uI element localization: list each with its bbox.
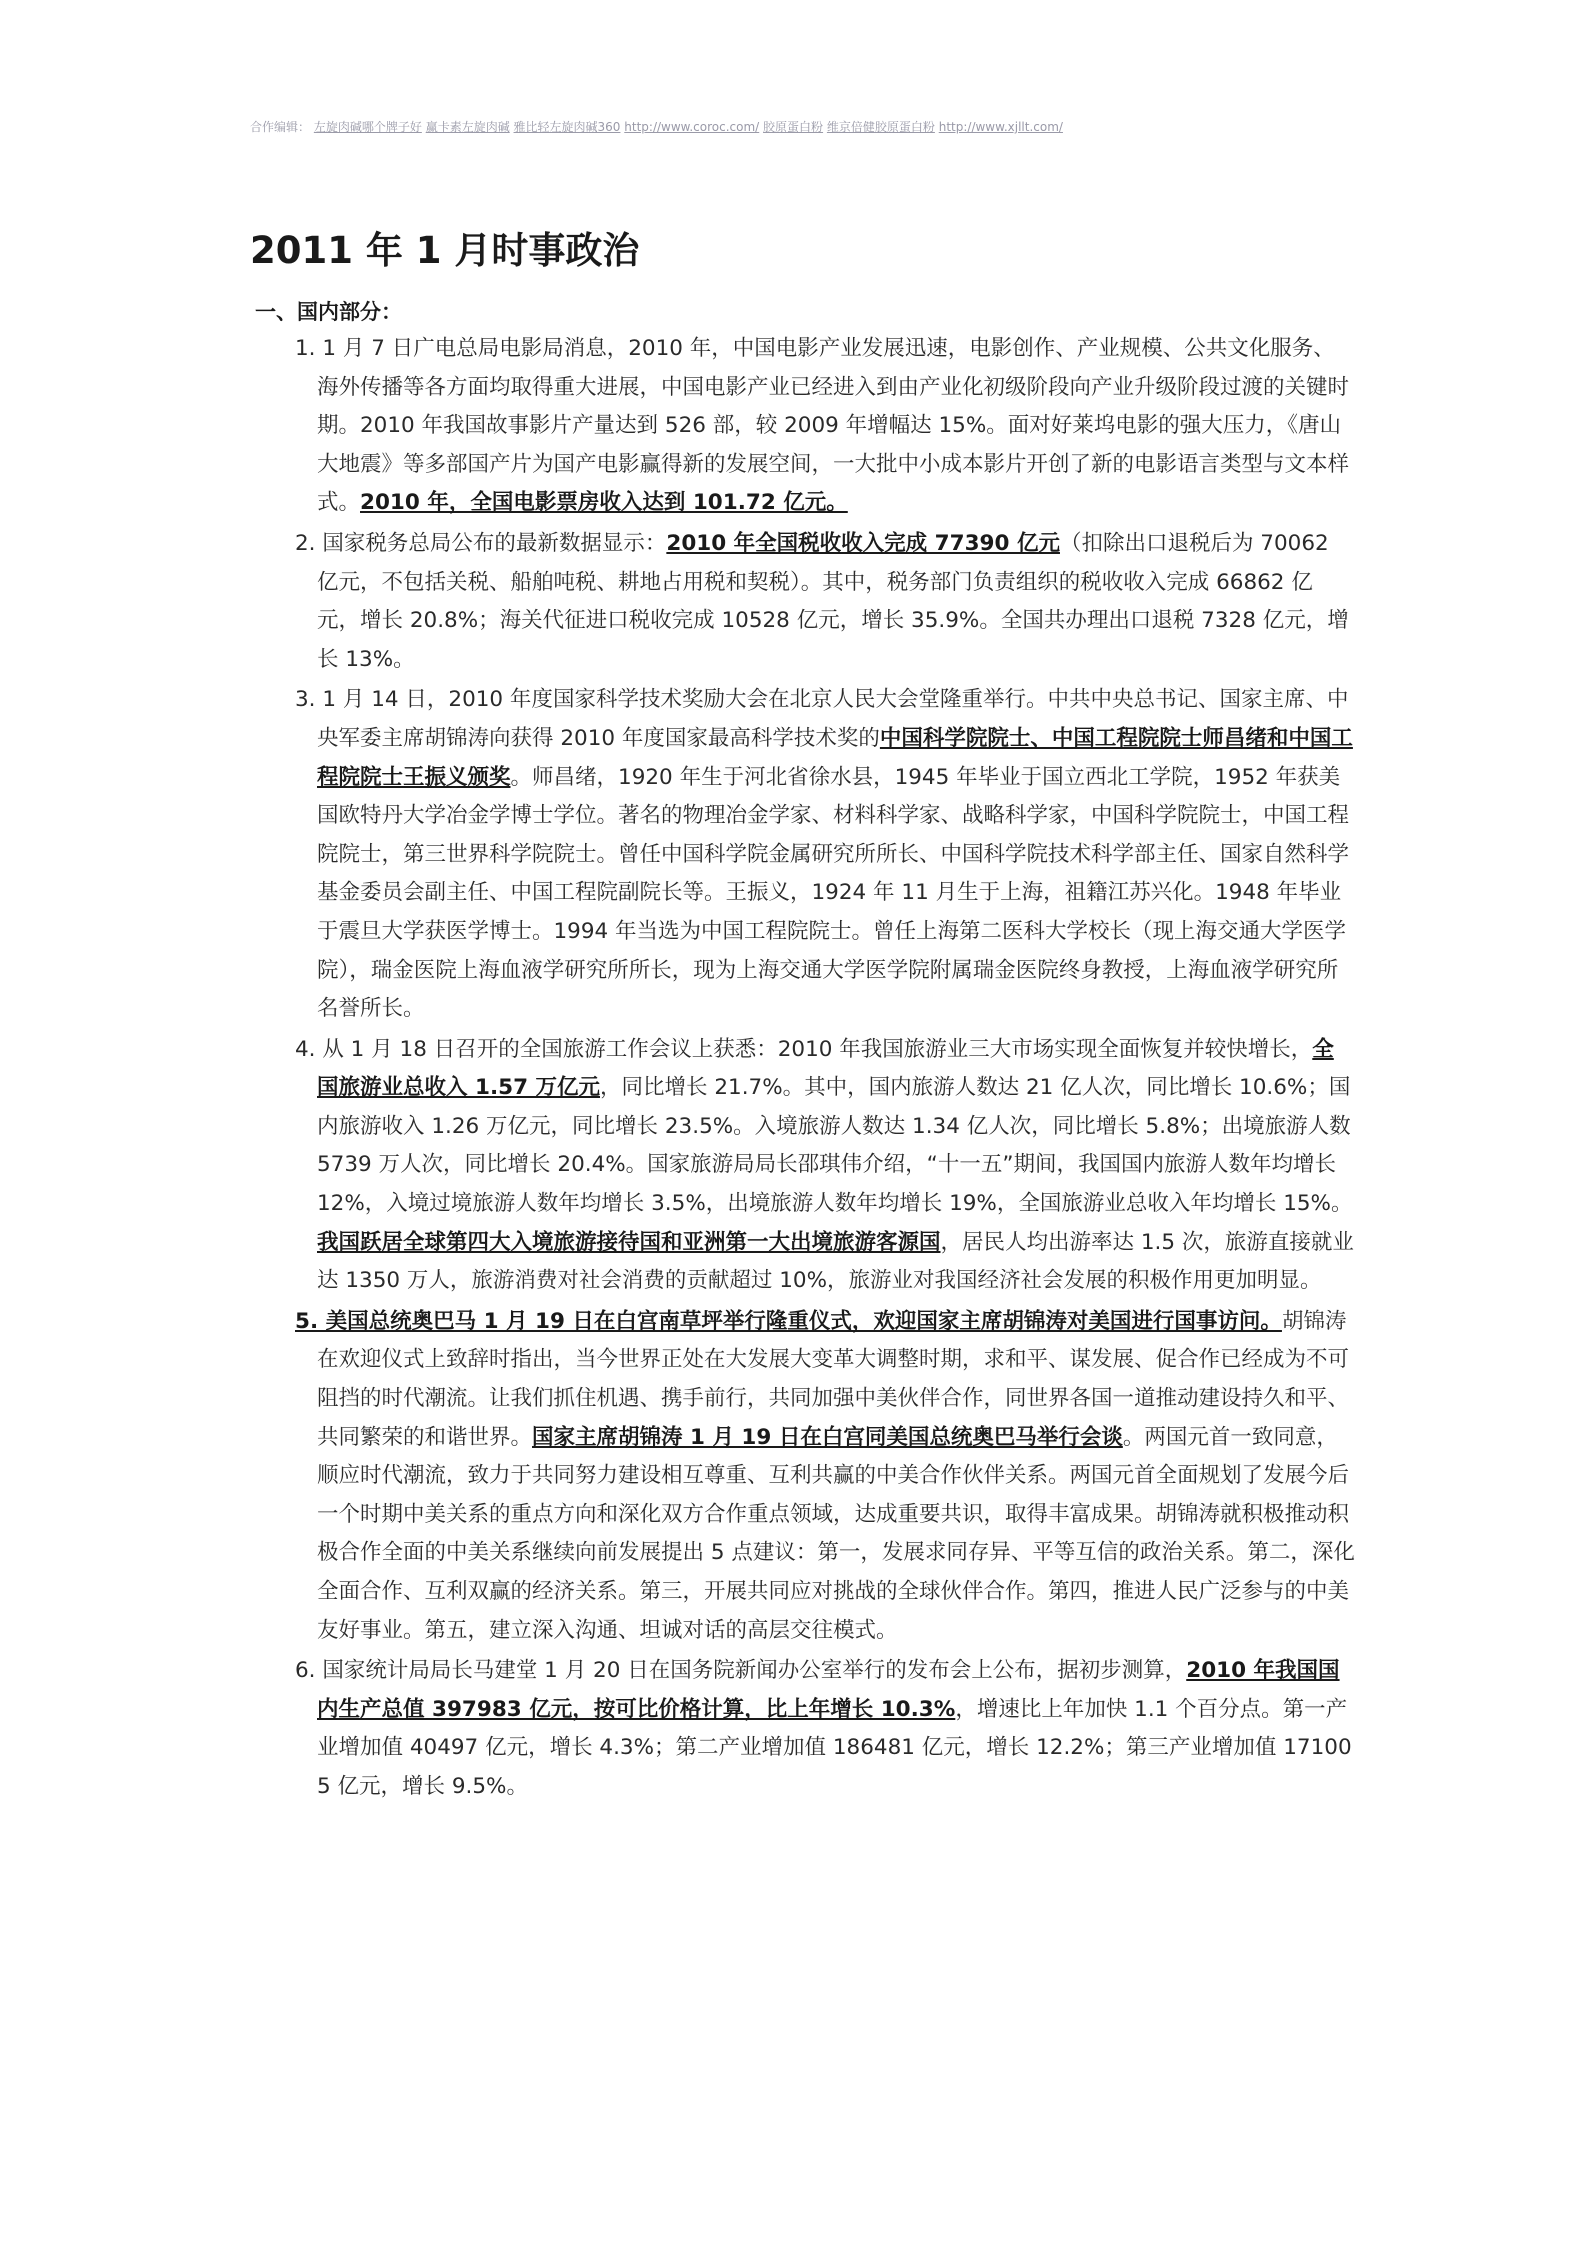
news-item [295, 525, 1355, 679]
item-text: 6. 国家统计局局长马建堂 1 月 20 日在国务院新闻办公室举行的发布会上公布，据初步测算， [295, 1658, 1187, 1684]
highlight-text: 5. 美国总统奥巴马 1 月 19 日在白宫南草坪举行隆重仪式，欢迎国家主席胡锦涛对美国进行国事访问。 [295, 1308, 1282, 1334]
header-links [250, 118, 1400, 135]
item-text: 3. 1 月 14 日，2010 年度国家科学技术奖励大会在北京人民大会堂隆重举行。中共中央总书记、国家主席、中央军委主席胡锦涛向获得 2010 年度国家最高科学技术奖的 [295, 687, 1349, 751]
highlight-text: 全国旅游业总收入 1.57 万亿元 [317, 1036, 1334, 1101]
item-text: 。两国元首一致同意，顺应时代潮流，致力于共同努力建设相互尊重、互利共赢的中美合作伙伴关系。两国元首全面规划了发展今后一个时期中美关系的重点方向和深化双方合作重点领域，达成重要共识，取得丰富成果。胡锦涛就积极推动积极合作全面的中美关系继续向前发展提出 5 点建议：第一，发展求同存异、平等互信的政治关系。第二，深化全面合作、互利双赢的经济关系。第三，开展共同应对挑战的全球伙伴合作。第四，推进人民广泛参与的中美友好事业。第五，建立深入沟通、坦诚对话的高层交往模式。 [317, 1424, 1355, 1643]
header-link[interactable]: 左旋肉碱哪个牌子好 [313, 120, 422, 134]
highlight-text: 2010 年我国国内生产总值 397983 亿元，按可比价格计算，比上年增长 10.3% [317, 1658, 1340, 1722]
item-text: 4. 从 1 月 18 日召开的全国旅游工作会议上获悉：2010 年我国旅游业三大市场实现全面恢复并较快增长， [295, 1036, 1313, 1062]
news-item [295, 1652, 1355, 1806]
header-link[interactable]: 胶原蛋白粉 [763, 120, 824, 134]
highlight-text: 2010 年全国税收收入完成 77390 亿元 [666, 530, 1060, 556]
item-text: 胡锦涛在欢迎仪式上致辞时指出，当今世界正处在大发展大变革大调整时期，求和平、谋发展、促合作已经成为不可阻挡的时代潮流。让我们抓住机遇、携手前行，共同加强中美伙伴合作，同世界各国一道推动建设持久和平、共同繁荣的和谐世界。 [317, 1308, 1350, 1450]
header-link[interactable]: http://www.xjllt.com/ [938, 120, 1063, 134]
item-text: 1. 1 月 7 日广电总局电影局消息，2010 年，中国电影产业发展迅速，电影创作、产业规模、公共文化服务、海外传播等各方面均取得重大进展，中国电影产业已经进入到由产业化初级阶段向产业升级阶段过渡的关键时期。2010 年我国故事影片产量达到 526 部，较 2009 年增幅达 15%。面对好莱坞电影的强大压力，《唐山大地震》等多部国产片为国产电影赢得新的发展空间，一大批中小成本影片开创了新的电影语言类型与文本样式。 [295, 336, 1350, 516]
highlight-text: 国家主席胡锦涛 1 月 19 日在白宫同美国总统奥巴马举行会谈 [532, 1424, 1123, 1450]
item-text: （扣除出口退税后为 70062 亿元，不包括关税、船舶吨税、耕地占用税和契税）。其中，税务部门负责组织的税收收入完成 66862 亿元，增长 20.8%；海关代征进口税收完成 10528 亿元，增长 35.9%。全国共办理出口退税 7328 亿元，增长 13%。 [317, 530, 1349, 672]
news-item [295, 330, 1355, 523]
highlight-text: 我国跃居全球第四大入境旅游接待国和亚洲第一大出境旅游客源国 [317, 1229, 941, 1255]
header-link[interactable]: http://www.coroc.com/ [624, 120, 760, 134]
item-text: 2. 国家税务总局公布的最新数据显示： [295, 530, 667, 556]
highlight-text: 中国科学院院士、中国工程院院士师昌绪和中国工程院院士王振义颁奖 [317, 725, 1353, 790]
item-text: ，同比增长 21.7%。其中，国内旅游人数达 21 亿人次，同比增长 10.6%；国内旅游收入 1.26 万亿元，同比增长 23.5%。入境旅游人数达 1.34 亿人次，同比增长 5.8%；出境旅游人数 5739 万人次，同比增长 20.4%。国家旅游局局长邵琪伟介绍，“十一五”期间，我国国内旅游人数年均增长 12%，入境过境旅游人数年均增长 3.5%，出境旅游人数年均增长 19%，全国旅游业总收入年均增长 15%。 [317, 1075, 1353, 1217]
news-item-list [295, 330, 1355, 1809]
header-prefix: 合作编辑： [250, 120, 311, 134]
item-text: 。师昌绪，1920 年生于河北省徐水县，1945 年毕业于国立西北工学院，1952 年获美国欧特丹大学冶金学博士学位。著名的物理冶金学家、材料科学家、战略科学家，中国科学院院士，中国工程院院士，第三世界科学院院士。曾任中国科学院金属研究所所长、中国科学院技术科学部主任、国家自然科学基金委员会副主任、中国工程院副院长等。王振义，1924 年 11 月生于上海，祖籍江苏兴化。1948 年毕业于震旦大学获医学博士。1994 年当选为中国工程院院士。曾任上海第二医科大学校长（现上海交通大学医学院），瑞金医院上海血液学研究所所长，现为上海交通大学医学院附属瑞金医院终身教授，上海血液学研究所名誉所长。 [317, 764, 1350, 1022]
header-link[interactable]: 维京倍健胶原蛋白粉 [826, 120, 935, 134]
section-heading: 一、国内部分： [255, 300, 402, 324]
document-title: 2011 年 1 月时事政治 [250, 229, 640, 272]
item-text: ，增速比上年加快 1.1 个百分点。第一产业增加值 40497 亿元，增长 4.3%；第二产业增加值 186481 亿元，增长 12.2%；第三产业增加值 171005 亿元，增长 9.5%。 [317, 1696, 1352, 1799]
item-text: ，居民人均出游率达 1.5 次，旅游直接就业达 1350 万人，旅游消费对社会消费的贡献超过 10%，旅游业对我国经济社会发展的积极作用更加明显。 [317, 1229, 1354, 1294]
news-item [295, 681, 1355, 1028]
news-item [295, 1031, 1355, 1301]
header-link[interactable]: 赢卡素左旋肉碱 [425, 120, 510, 134]
news-item [295, 1303, 1355, 1650]
header-link[interactable]: 雅比轻左旋肉碱360 [513, 120, 621, 134]
highlight-text: 2010 年，全国电影票房收入达到 101.72 亿元。 [360, 490, 848, 516]
